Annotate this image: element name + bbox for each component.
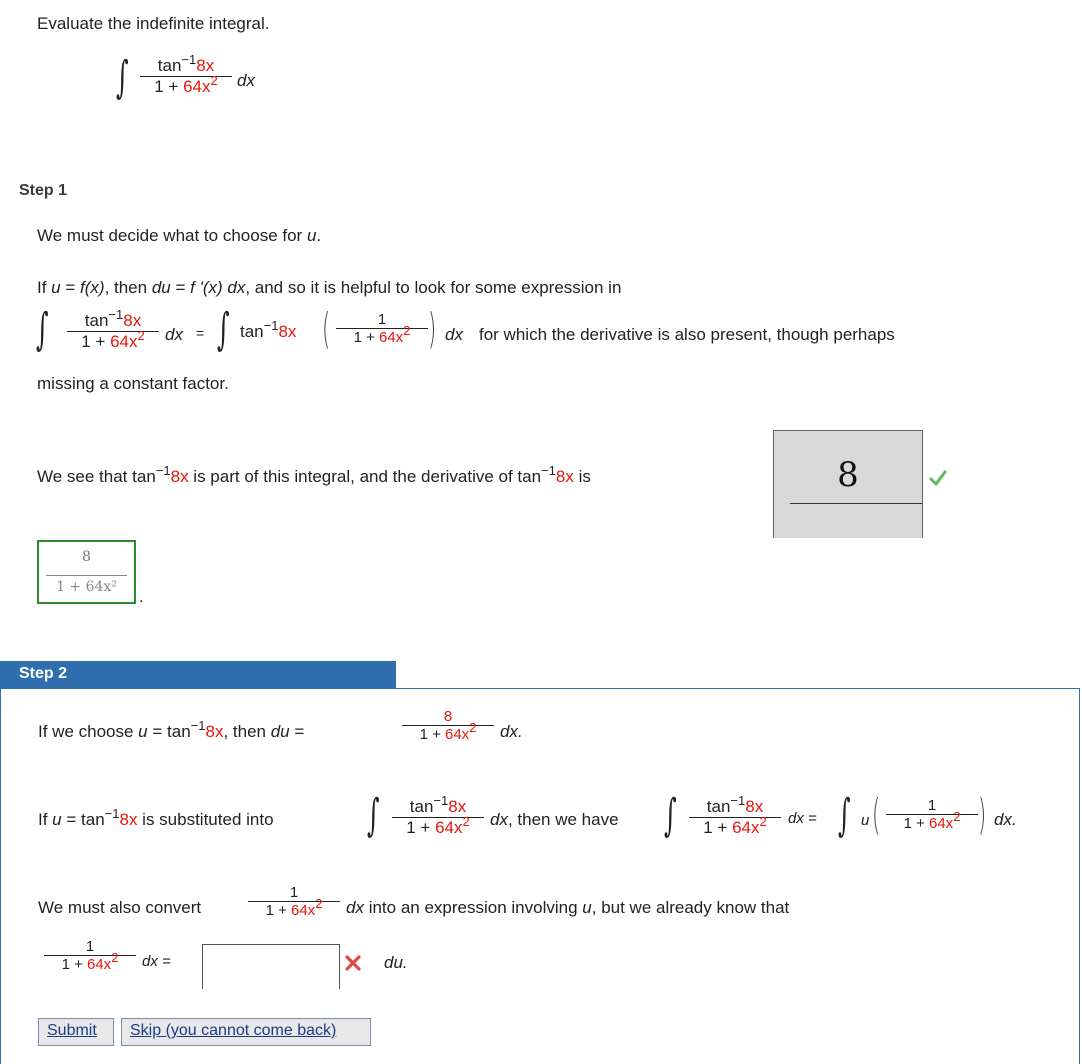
fraction: 1 $1 + 64x^2$ <box>336 311 428 346</box>
step2-line3-b: dx into an expression involving u, but we already know that <box>346 898 790 917</box>
left-paren: ( <box>322 304 331 353</box>
correct-check-icon <box>929 469 947 487</box>
dx-label: dx. <box>500 722 523 741</box>
answer-input[interactable] <box>202 944 340 989</box>
integral-sign: ∫ <box>838 790 851 841</box>
fraction: 1 $1 + 64x^2$ <box>44 938 136 973</box>
fraction: 1 $1 + 64x^2$ <box>886 797 978 832</box>
step2-line1: If we choose $u = \tan^{-1}8x$, then du = <box>38 718 305 741</box>
step1-label: Step 1 <box>19 182 68 199</box>
equals-sign: = <box>196 325 205 341</box>
u-variable: u <box>861 812 870 829</box>
integral-sign: ∫ <box>36 304 49 355</box>
fraction: $\tan^{-1}8x$ $1 + 64x^2$ <box>689 797 781 838</box>
step1-line5: We see that $\tan^{-1}8x$ is part of this integral, and the derivative of $\tan^{-1}8x$ is <box>37 463 591 486</box>
tan-term: $\tan^{-1}8x$ <box>240 318 297 341</box>
correct-answer-box: 8 1 + 64x² <box>37 540 136 604</box>
period: . <box>139 587 144 606</box>
skip-button[interactable]: Skip (you cannot come back) <box>121 1018 371 1046</box>
fraction: 1 $1 + 64x^2$ <box>248 884 340 919</box>
du-fraction: 8 $1 + 64x^2$ <box>402 708 494 743</box>
right-paren: ) <box>428 304 437 353</box>
answer-numerator: 8 <box>837 455 859 495</box>
dx-label: dx <box>445 325 463 344</box>
dx-label: dx <box>165 325 183 344</box>
step2-line2: If $u = \tan^{-1}8x$ is substituted into <box>38 806 274 829</box>
dx-label: dx. <box>994 810 1017 829</box>
integral-sign: ∫ <box>664 790 677 841</box>
step1-line2: If u = f(x), then du = f '(x) dx, and so it is helpful to look for some expression in <box>37 278 622 297</box>
dx-equals: dx = <box>788 810 817 827</box>
step2-line3-a: We must also convert <box>38 898 202 917</box>
answer-fraction-bar <box>790 503 922 504</box>
submit-button[interactable]: Submit <box>38 1018 114 1046</box>
step2-panel <box>0 688 1080 1064</box>
step1-line1: We must decide what to choose for u. <box>37 226 322 245</box>
problem-prompt: Evaluate the indefinite integral. <box>37 14 270 33</box>
incorrect-x-icon <box>343 953 363 973</box>
du-label: du. <box>384 953 408 972</box>
left-paren: ( <box>872 790 881 839</box>
fraction: $\tan^{-1}8x$ $1 + 64x^2$ <box>392 797 484 838</box>
dx-equals: dx = <box>142 953 171 970</box>
step2-tab: Step 2 <box>0 661 396 688</box>
right-paren: ) <box>978 790 987 839</box>
step1-line3-text: for which the derivative is also present, though perhaps <box>479 325 895 344</box>
integral-sign: ∫ <box>367 790 380 841</box>
integral-sign: ∫ <box>116 52 129 103</box>
problem-fraction: $\tan^{-1}8x$ $1 + 64x^2$ <box>140 56 232 97</box>
dx-label: dx <box>237 71 255 90</box>
step1-line4: missing a constant factor. <box>37 374 229 393</box>
derivative-answer-box[interactable] <box>773 430 923 538</box>
step2-line2-then: dx, then we have <box>490 810 619 829</box>
integral-sign: ∫ <box>217 304 230 355</box>
fraction: $\tan^{-1}8x$ $1 + 64x^2$ <box>67 311 159 352</box>
